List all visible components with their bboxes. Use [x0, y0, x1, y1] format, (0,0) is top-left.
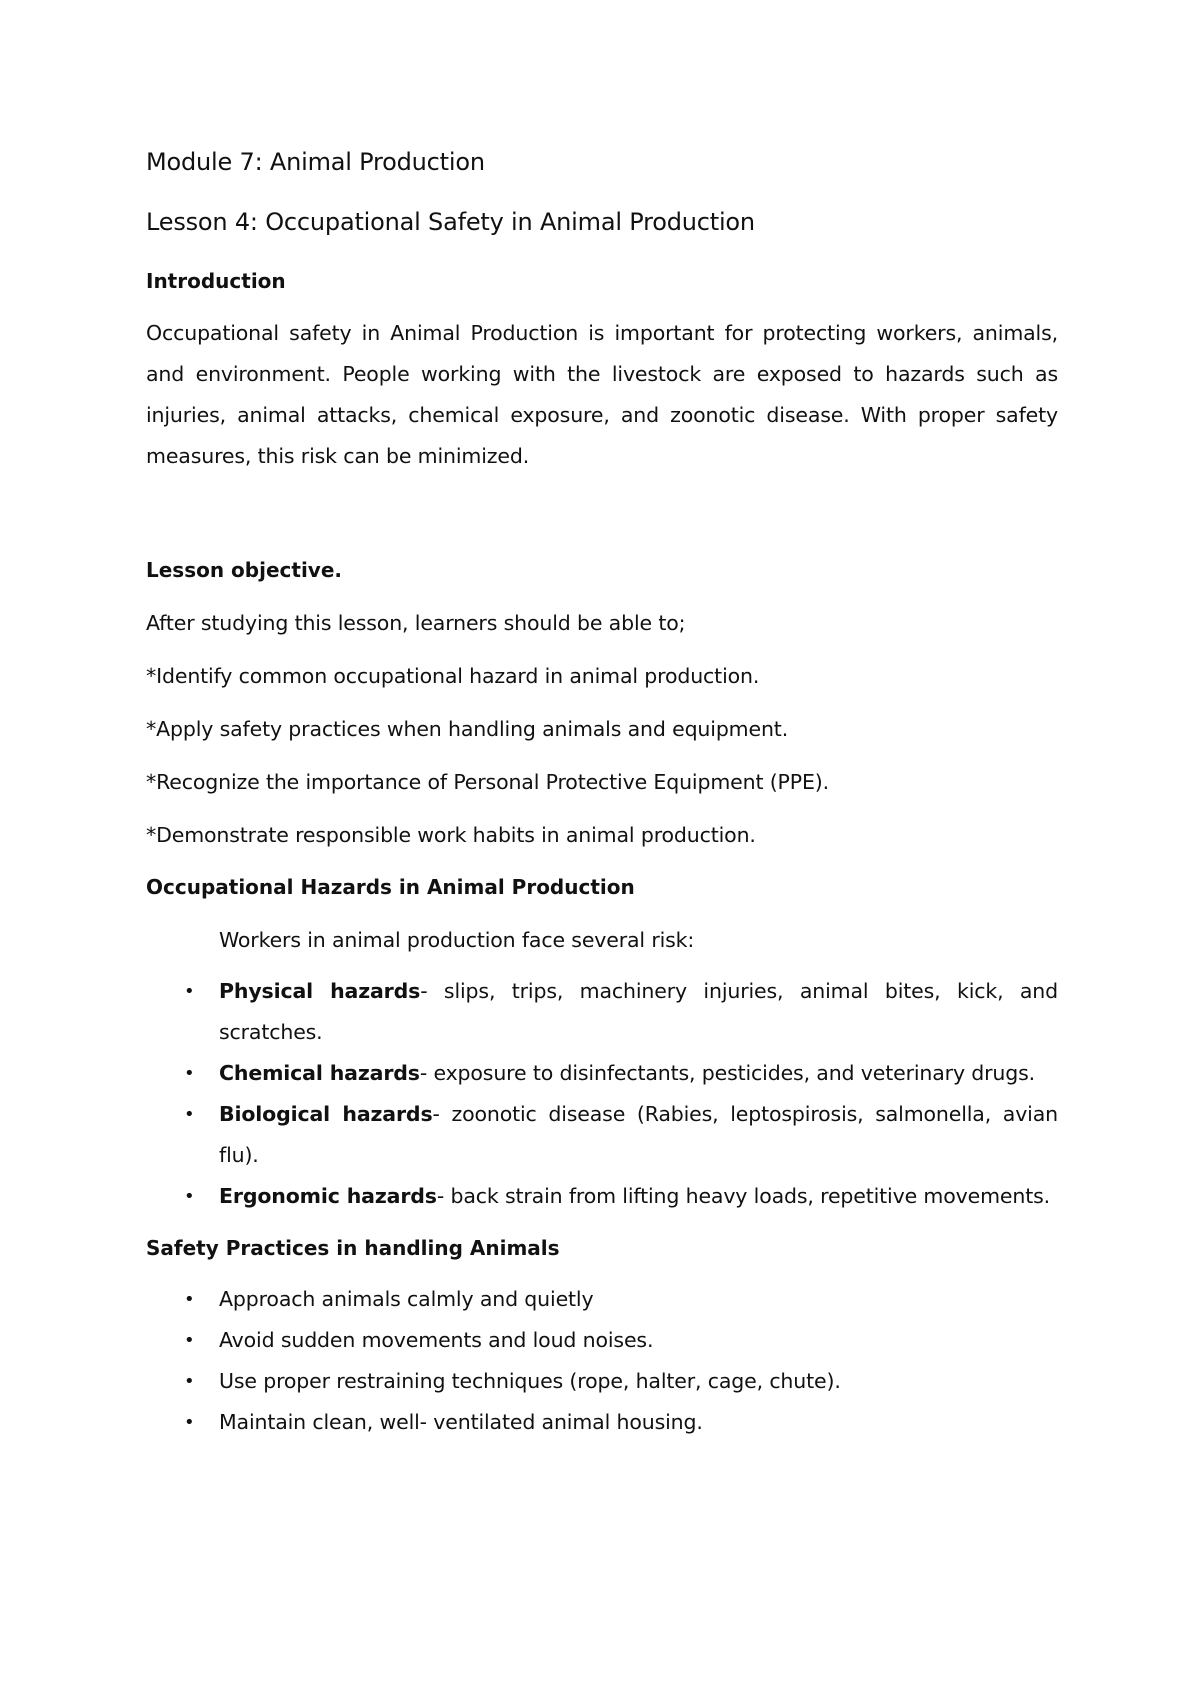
safety-practice-text: Approach animals calmly and quietly [219, 1287, 594, 1311]
bullet-icon: • [184, 1104, 195, 1125]
objectives-intro: After studying this lesson, learners should be able to; [146, 611, 686, 635]
hazard-desc: - zoonotic disease (Rabies, leptospirosis, salmonella, avian flu). [219, 1102, 1058, 1167]
bullet-icon: • [184, 981, 195, 1002]
bullet-icon: • [184, 1412, 195, 1433]
document-page [146, 140, 1058, 1443]
hazards-list [146, 971, 1058, 1217]
bullet-icon: • [184, 1371, 195, 1392]
hazard-item [146, 1176, 1058, 1217]
safety-practice-text: Avoid sudden movements and loud noises. [219, 1328, 654, 1352]
hazard-term: Ergonomic hazards [219, 1184, 437, 1208]
safety-practice-item [146, 1361, 1058, 1402]
safety-practices-list [146, 1279, 1058, 1443]
hazard-desc: - exposure to disinfectants, pesticides, and veterinary drugs. [419, 1061, 1036, 1085]
objective-item: *Apply safety practices when handling animals and equipment. [146, 717, 789, 741]
module-title: Module 7: Animal Production [146, 148, 485, 176]
safety-practice-item [146, 1402, 1058, 1443]
safety-practice-item [146, 1320, 1058, 1361]
bullet-icon: • [184, 1330, 195, 1351]
safety-practice-item [146, 1279, 1058, 1320]
bullet-icon: • [184, 1289, 195, 1310]
objective-item: *Identify common occupational hazard in animal production. [146, 664, 760, 688]
hazard-item [146, 1053, 1058, 1094]
bullet-icon: • [184, 1063, 195, 1084]
hazard-term: Physical hazards [219, 979, 421, 1003]
hazards-intro: Workers in animal production face several risk: [219, 928, 695, 952]
objectives-heading: Lesson objective. [146, 558, 343, 582]
safety-practice-text: Use proper restraining techniques (rope, halter, cage, chute). [219, 1369, 841, 1393]
lesson-title: Lesson 4: Occupational Safety in Animal Production [146, 208, 755, 236]
hazard-term: Chemical hazards [219, 1061, 420, 1085]
hazards-heading: Occupational Hazards in Animal Production [146, 875, 635, 899]
hazard-item [146, 1094, 1058, 1176]
hazard-desc: - back strain from lifting heavy loads, repetitive movements. [436, 1184, 1050, 1208]
safety-practices-heading: Safety Practices in handling Animals [146, 1236, 560, 1260]
introduction-text: Occupational safety in Animal Production is important for protecting workers, animals, and environment. People working with the livestock are exposed to hazards such as injuries, animal attacks, chemical exposure, and zoonotic disease. With proper safety measures, this risk can be minimized. [146, 321, 1058, 468]
bullet-icon: • [184, 1186, 195, 1207]
hazard-desc: - slips, trips, machinery injuries, animal bites, kick, and scratches. [219, 979, 1059, 1044]
objective-item: *Recognize the importance of Personal Protective Equipment (PPE). [146, 770, 829, 794]
introduction-heading: Introduction [146, 269, 286, 293]
hazard-term: Biological hazards [219, 1102, 433, 1126]
hazard-item [146, 971, 1058, 1053]
safety-practice-text: Maintain clean, well- ventilated animal housing. [219, 1410, 703, 1434]
objective-item: *Demonstrate responsible work habits in animal production. [146, 823, 756, 847]
